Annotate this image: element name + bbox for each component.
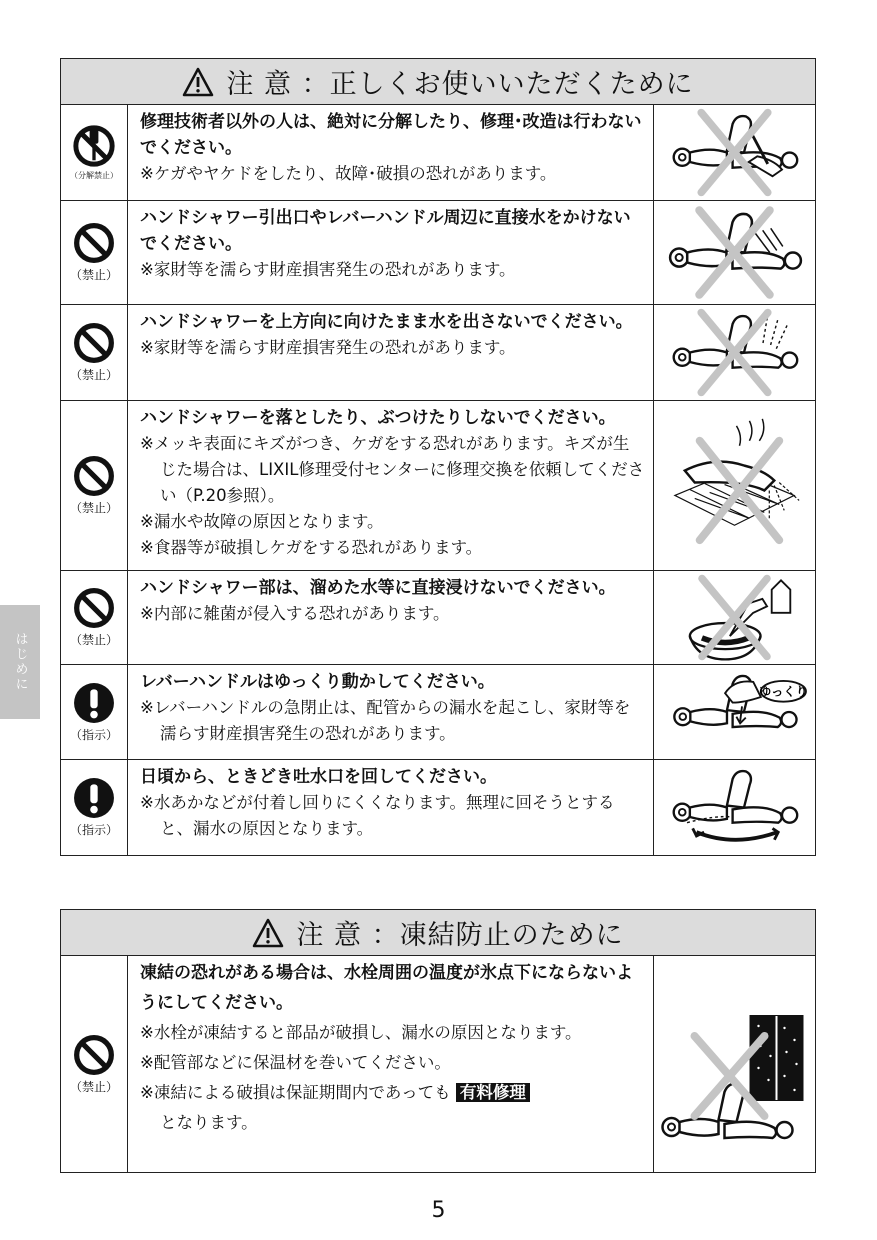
table-row [61, 571, 815, 665]
faucet-splash-illustration [654, 201, 815, 304]
text-cell [128, 956, 653, 1172]
symbol-cell [61, 956, 128, 1172]
row-heading: 修理技術者以外の人は、絶対に分解したり、修理･改造は行わないでください。 [140, 112, 642, 158]
prohibited-icon [73, 322, 115, 364]
text-cell [128, 401, 653, 570]
section-side-tab: はじめに [0, 605, 40, 719]
row-heading: ハンドシャワー部は、溜めた水等に直接浸けないでください。 [140, 578, 616, 598]
warning-triangle-icon [182, 66, 214, 98]
row-heading: ハンドシャワー引出口やレバーハンドル周辺に直接水をかけないでください。 [140, 208, 631, 254]
text-cell [128, 760, 653, 855]
row-note: ※家財等を濡らす財産損害発生の恐れがあります。 [140, 260, 516, 279]
paid-repair-badge: 有料修理 [456, 1083, 530, 1102]
symbol-label: （分解禁止） [70, 171, 118, 180]
instruction-icon [73, 682, 115, 724]
text-cell [128, 305, 653, 400]
shower-dropped-illustration [654, 401, 815, 570]
row-note: ※食器等が破損しケガをする恐れがあります。 [140, 538, 483, 557]
illustration-cell [653, 571, 815, 664]
rotate-spout-illustration [654, 760, 815, 855]
symbol-cell [61, 665, 128, 759]
symbol-label: （禁止） [69, 368, 118, 382]
row-heading: レバーハンドルはゆっくり動かしてください。 [140, 672, 495, 692]
row-note: ※ケガやヤケドをしたり、故障･破損の恐れがあります。 [140, 164, 557, 183]
row-heading: 凍結の恐れがある場合は、水栓周囲の温度が氷点下にならないようにしてください。 [140, 963, 633, 1013]
row-note: ※水栓が凍結すると部品が破損し、漏水の原因となります。 [140, 1023, 582, 1042]
illustration-cell [653, 305, 815, 400]
page-number: 5 [431, 1198, 446, 1223]
frozen-window-faucet-illustration [654, 956, 815, 1172]
caution-table-usage [60, 58, 816, 856]
symbol-label: （禁止） [69, 501, 118, 515]
prohibited-icon [73, 587, 115, 629]
row-note: ※配管部などに保温材を巻いてください。 [140, 1053, 451, 1072]
row-note: ※水あかなどが付着し回りにくくなります。無理に回そうとすると、漏水の原因となります。 [140, 793, 615, 838]
illustration-cell [653, 760, 815, 855]
table-row [61, 201, 815, 305]
row-note: ※家財等を濡らす財産損害発生の恐れがあります。 [140, 338, 516, 357]
row-heading: ハンドシャワーを落としたり、ぶつけたりしないでください。 [140, 408, 616, 428]
table-row [61, 401, 815, 571]
instruction-icon [73, 777, 115, 819]
row-note: ※レバーハンドルの急閉止は、配管からの漏水を起こし、家財等を濡らす財産損害発生の恐れがあります。 [140, 698, 631, 743]
symbol-cell [61, 571, 128, 664]
speech-bubble-text: ゆっくり [758, 685, 808, 700]
row-note: ※内部に雑菌が侵入する恐れがあります。 [140, 604, 450, 623]
shower-in-bowl-illustration [654, 571, 815, 664]
row-heading: 日頃から、ときどき吐水口を回してください。 [140, 767, 497, 787]
illustration-cell [653, 665, 815, 759]
text-cell [128, 105, 653, 200]
faucet-disassembly-illustration [654, 105, 815, 200]
text-cell [128, 571, 653, 664]
table-header [61, 910, 815, 956]
row-note-text: ※凍結による破損は保証期間内であっても [140, 1083, 451, 1102]
table-row [61, 665, 815, 760]
row-heading: ハンドシャワーを上方向に向けたまま水を出さないでください。 [140, 312, 633, 332]
table-row [61, 956, 815, 1172]
table-title: 注 意 ：正しくお使いいただくために [226, 69, 694, 100]
illustration-cell [653, 201, 815, 304]
table-title: 注 意 ：凍結防止のために [296, 920, 624, 951]
symbol-label: （指示） [69, 727, 118, 742]
table-row [61, 760, 815, 855]
table-row [61, 105, 815, 201]
symbol-label: （禁止） [69, 633, 118, 647]
prohibited-icon [73, 222, 115, 264]
row-note-end: となります。 [160, 1113, 258, 1132]
prohibited-icon [73, 1034, 115, 1076]
row-note: ※メッキ表面にキズがつき、ケガをする恐れがあります。キズが生じた場合は、LIXIL修理受付センターに修理交換を依頼してください（P.20参照）。 [140, 434, 645, 505]
caution-table-freeze [60, 909, 816, 1173]
symbol-cell [61, 760, 128, 855]
text-cell [128, 201, 653, 304]
symbol-cell [61, 105, 128, 200]
text-cell [128, 665, 653, 759]
no-disassembly-icon [72, 124, 116, 168]
prohibited-icon [73, 455, 115, 497]
shower-upward-illustration [654, 305, 815, 400]
symbol-cell [61, 305, 128, 400]
table-header [61, 59, 815, 105]
symbol-label: （禁止） [69, 268, 118, 282]
symbol-cell [61, 401, 128, 570]
warning-triangle-icon [252, 917, 284, 949]
row-note: ※漏水や故障の原因となります。 [140, 512, 384, 531]
symbol-label: （指示） [69, 823, 118, 837]
lever-slowly-illustration [654, 665, 815, 759]
illustration-cell [653, 401, 815, 570]
symbol-label: （禁止） [69, 1079, 118, 1094]
row-note [140, 1078, 645, 1138]
illustration-cell [653, 105, 815, 200]
symbol-cell [61, 201, 128, 304]
table-row [61, 305, 815, 401]
illustration-cell [653, 956, 815, 1172]
